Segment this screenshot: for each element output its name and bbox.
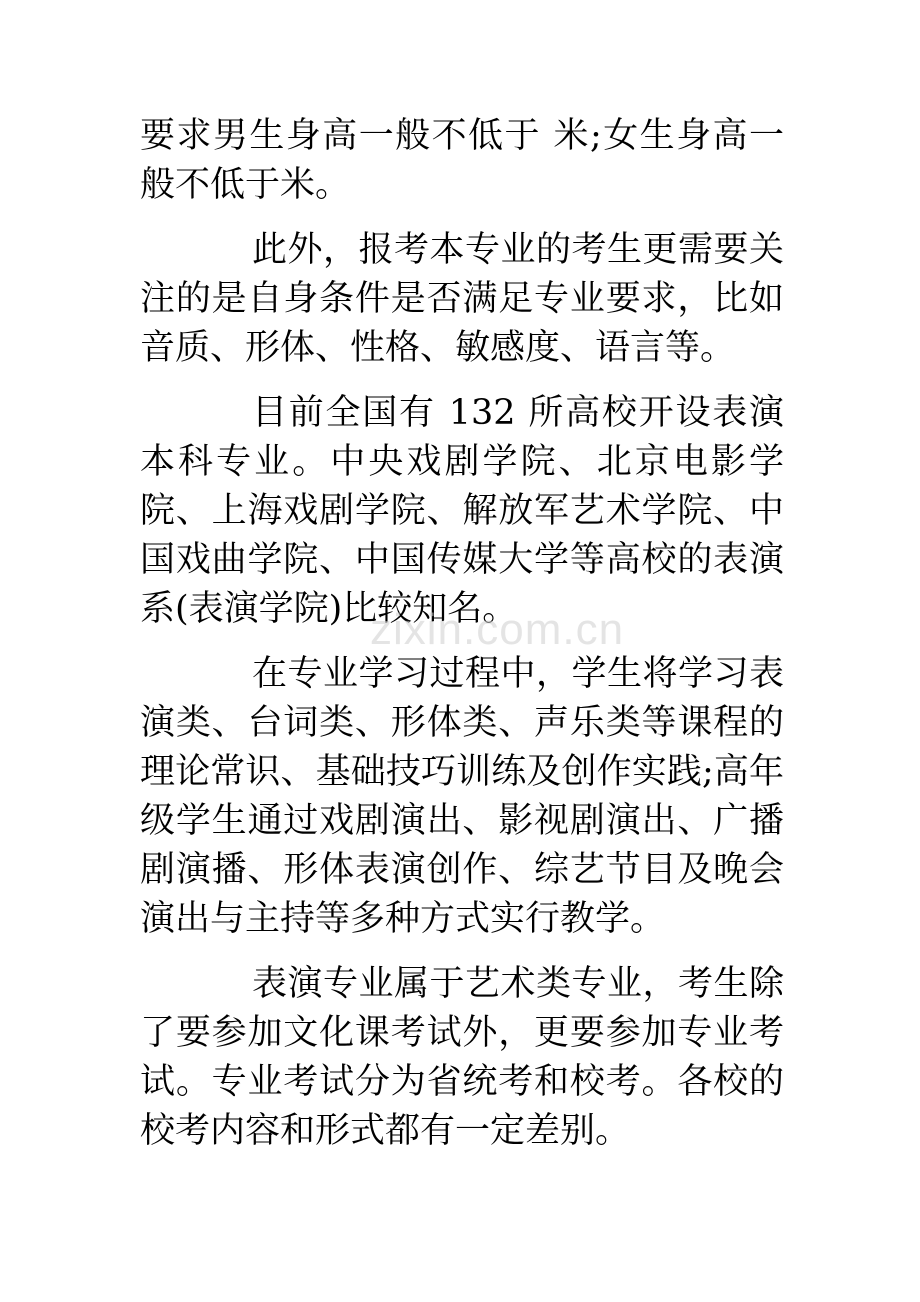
paragraph-universities: 目前全国有 132 所高校开设表演本科专业。中央戏剧学院、北京电影学院、上海戏剧学院、解放军艺术学院、中国戏曲学院、中国传媒大学等高校的表演系(表演学院)比较知名。 (140, 393, 784, 629)
document-body (140, 112, 784, 1172)
paragraph-height-requirement: 要求男生身高一般不低于 米;女生身高一般不低于米。 (140, 116, 784, 205)
paragraph-exams: 表演专业属于艺术类专业，考生除了要参加文化课考试外，更要参加专业考试。专业考试分为省统考和校考。各校的校考内容和形式都有一定差别。 (140, 964, 784, 1151)
watermark: zixin.com.cn (370, 605, 625, 654)
paragraph-personal-conditions: 此外，报考本专业的考生更需要关注的是自身条件是否满足专业要求，比如音质、形体、性格、敏感度、语言等。 (140, 230, 784, 368)
paragraph-curriculum: 在专业学习过程中，学生将学习表演类、台词类、形体类、声乐类等课程的理论常识、基础技巧训练及创作实践;高年级学生通过戏剧演出、影视剧演出、广播剧演播、形体表演创作、综艺节目及晚会演出与主持等多种方式实行教学。 (140, 654, 784, 939)
